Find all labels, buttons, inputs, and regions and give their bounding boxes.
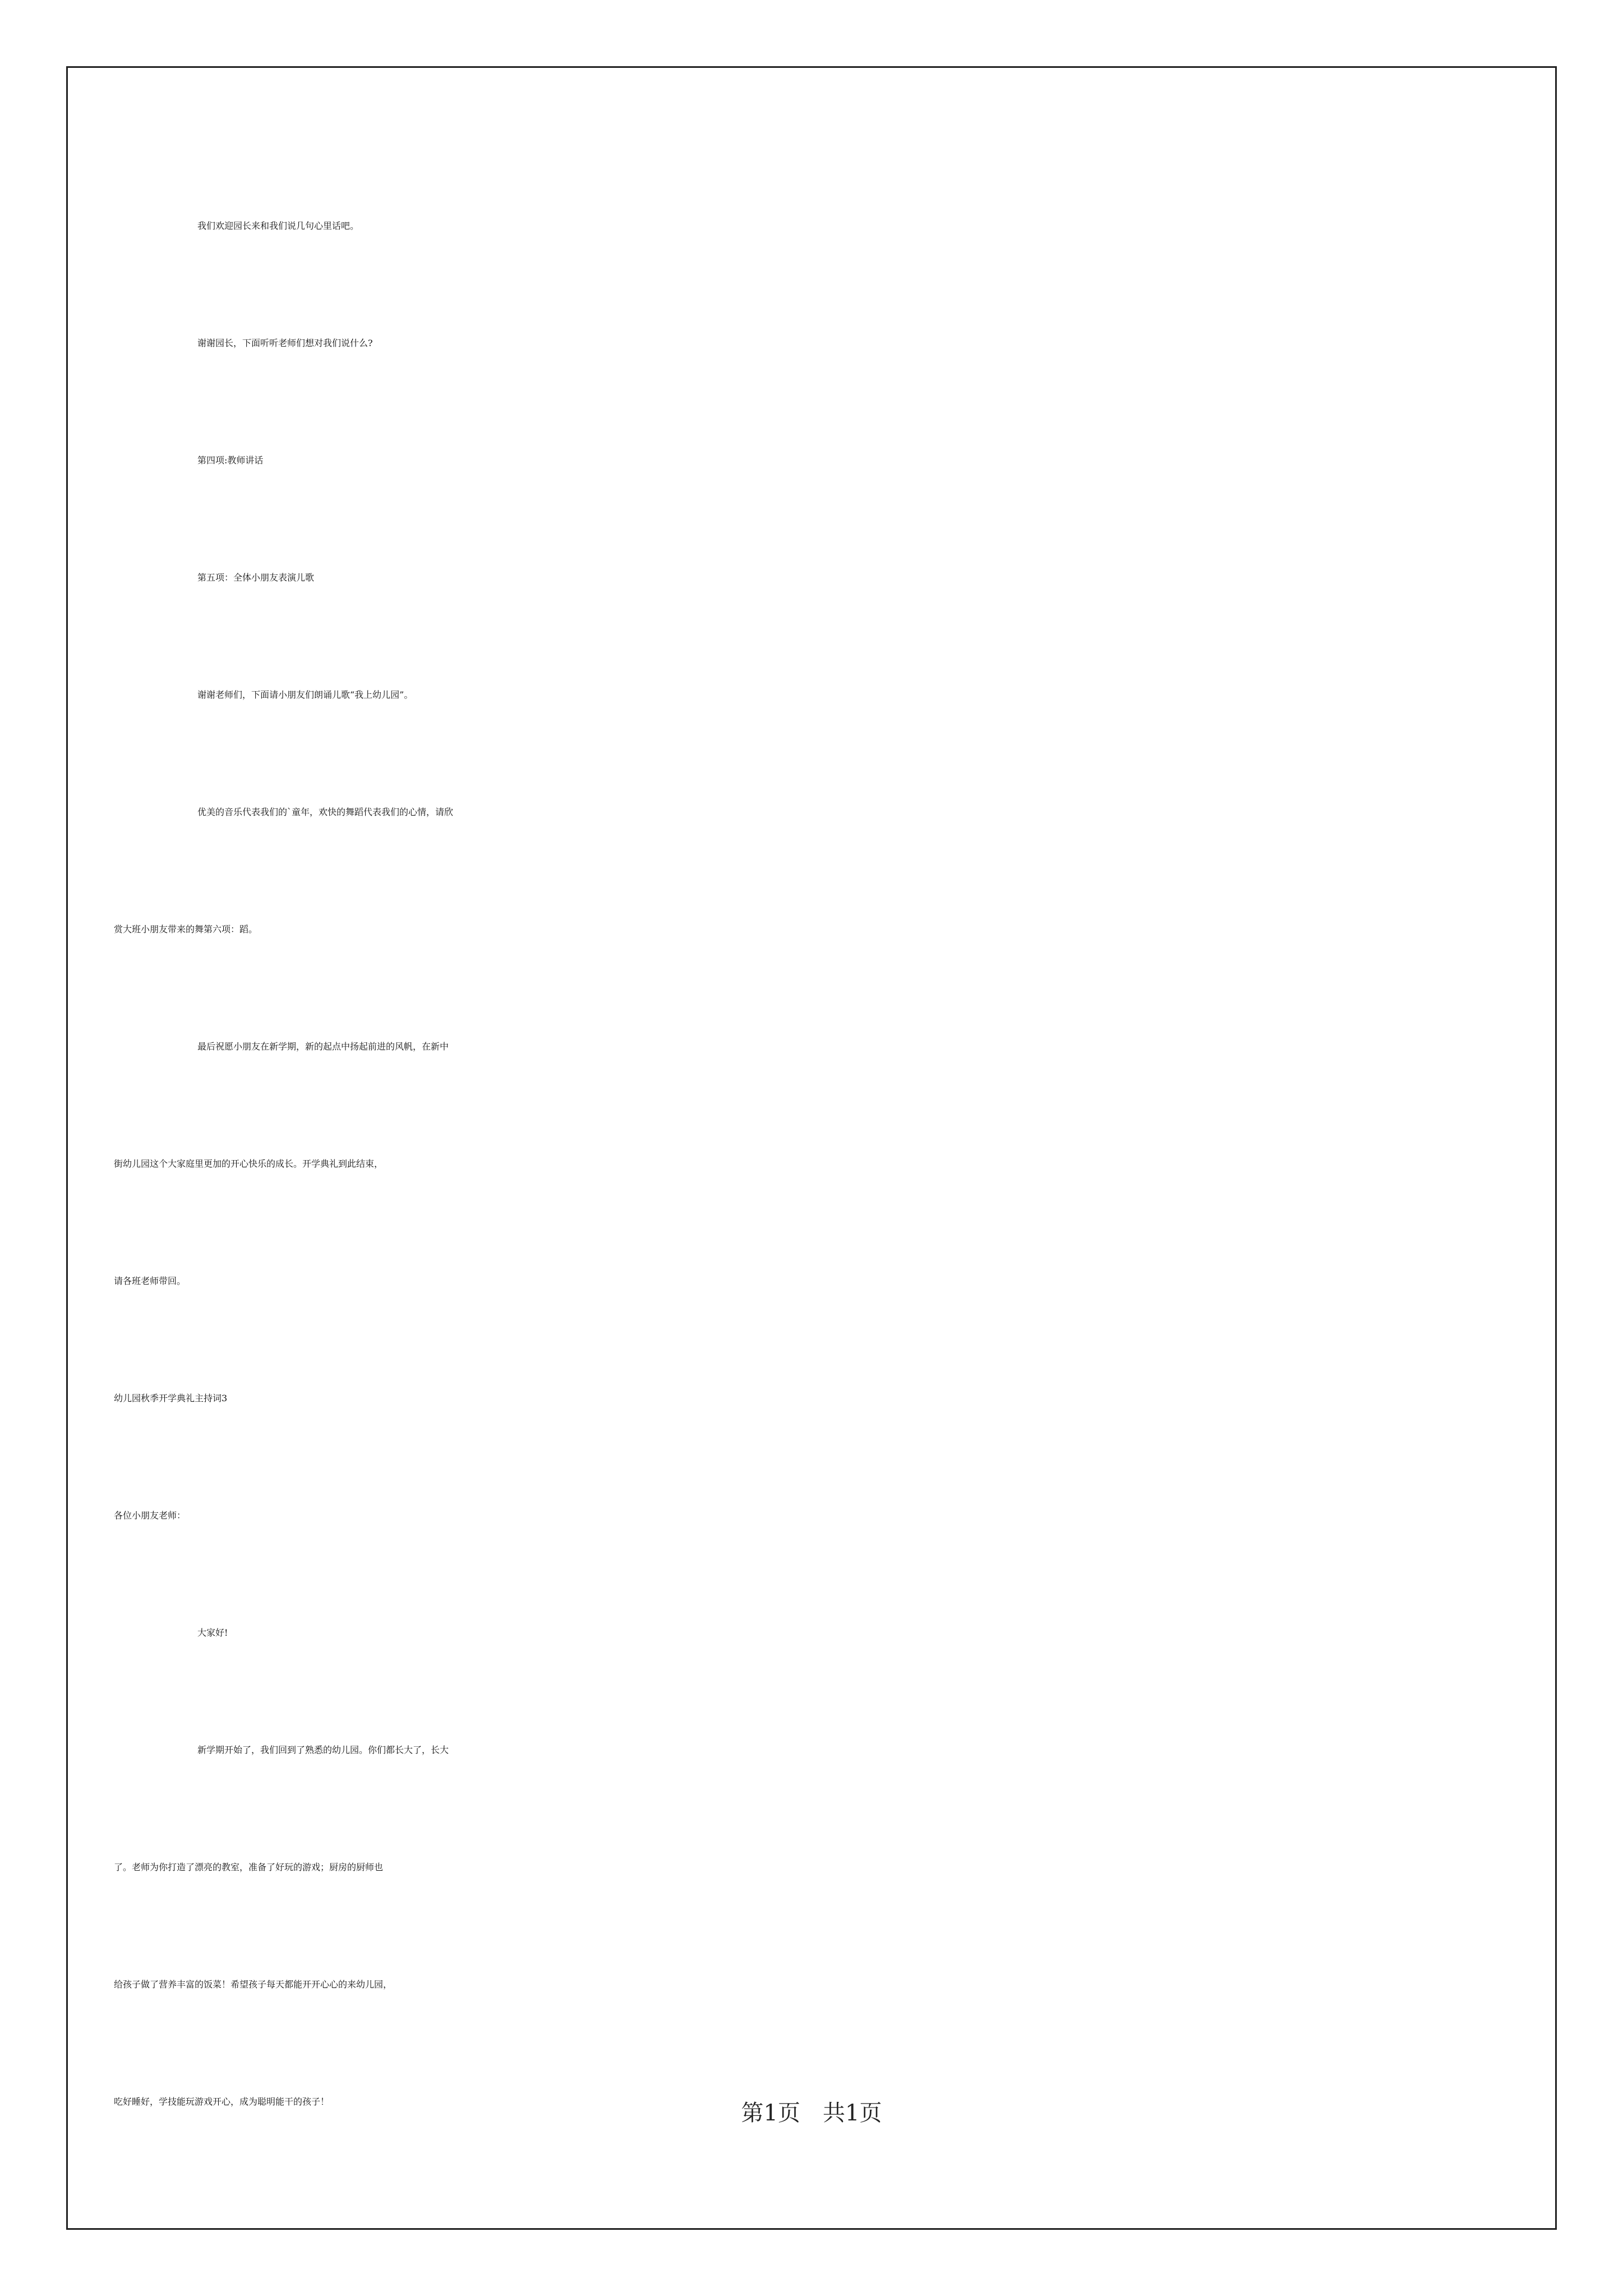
paragraph-line: 街幼儿园这个大家庭里更加的开心快乐的成长。开学典礼到此结束， bbox=[114, 1158, 384, 1169]
page-footer: 第1页 共1页 bbox=[741, 2100, 882, 2126]
section-heading: 幼儿园秋季开学典礼主持词3 bbox=[114, 1393, 228, 1404]
paragraph-line: 赏大班小朋友带来的舞第六项：蹈。 bbox=[114, 924, 258, 935]
text-line: 我们欢迎园长来和我们说几句心里话吧。 bbox=[197, 220, 359, 231]
text-line: 第四项:教师讲话 bbox=[197, 455, 264, 466]
paragraph-line: 请各班老师带回。 bbox=[114, 1276, 186, 1286]
text-line: 谢谢老师们，下面请小朋友们朗诵儿歌“我上幼儿园”。 bbox=[197, 689, 413, 700]
paragraph-line: 吃好睡好，学技能玩游戏开心，成为聪明能干的孩子！ bbox=[114, 2096, 330, 2107]
paragraph-line: 给孩子做了营养丰富的饭菜！希望孩子每天都能开开心心的来幼儿园， bbox=[114, 1979, 393, 1990]
greeting: 大家好! bbox=[197, 1627, 228, 1638]
text-line: 谢谢园长，下面听听老师们想对我们说什么? bbox=[197, 338, 373, 348]
text-line: 第五项：全体小朋友表演儿歌 bbox=[197, 572, 315, 583]
paragraph-line: 最后祝愿小朋友在新学期，新的起点中扬起前进的风帆，在新中 bbox=[197, 1041, 449, 1052]
salutation: 各位小朋友老师： bbox=[114, 1510, 186, 1521]
document-body bbox=[114, 219, 1510, 2146]
paragraph-line: 新学期开始了，我们回到了熟悉的幼儿园。你们都长大了，长大 bbox=[197, 1745, 449, 1755]
paragraph-line: 优美的音乐代表我们的`童年，欢快的舞蹈代表我们的心情，请欣 bbox=[197, 807, 454, 817]
paragraph-line: 了。老师为你打造了漂亮的教室，准备了好玩的游戏；厨房的厨师也 bbox=[114, 1862, 384, 1872]
